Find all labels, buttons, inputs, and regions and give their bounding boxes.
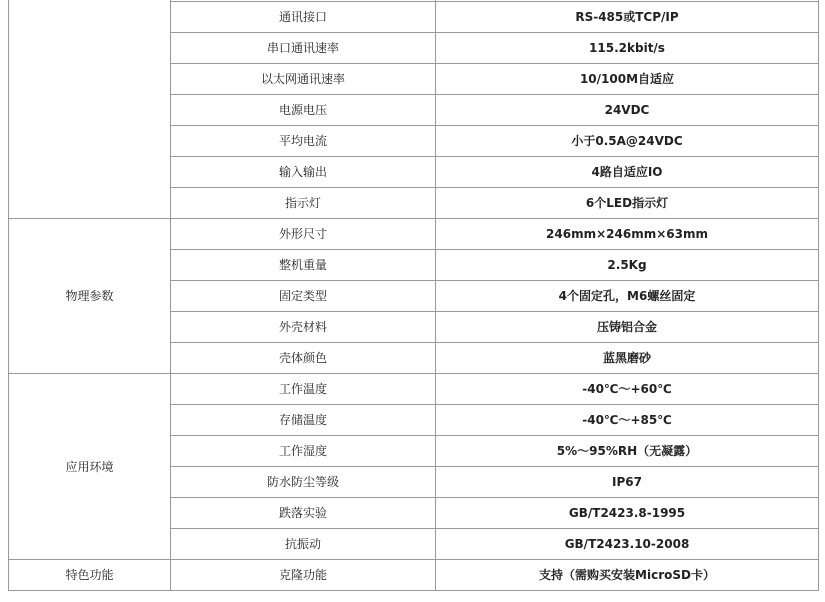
param-label: 跌落实验 bbox=[171, 498, 436, 529]
param-label: 通讯接口 bbox=[171, 2, 436, 33]
param-value: 支持（需购买安装MicroSD卡） bbox=[436, 560, 819, 591]
param-label: 工作温度 bbox=[171, 374, 436, 405]
param-label: 串口通讯速率 bbox=[171, 33, 436, 64]
param-value: IP67 bbox=[436, 467, 819, 498]
category-cell bbox=[9, 0, 171, 219]
param-label: 电源电压 bbox=[171, 95, 436, 126]
param-value: 4路自适应IO bbox=[436, 157, 819, 188]
category-cell: 物理参数 bbox=[9, 219, 171, 374]
param-value: 115.2kbit/s bbox=[436, 33, 819, 64]
param-label: 外壳材料 bbox=[171, 312, 436, 343]
param-value: GB/T2423.8-1995 bbox=[436, 498, 819, 529]
param-value: 蓝黑磨砂 bbox=[436, 343, 819, 374]
param-label: 固定类型 bbox=[171, 281, 436, 312]
param-label: 壳体颜色 bbox=[171, 343, 436, 374]
param-value: 246mm×246mm×63mm bbox=[436, 219, 819, 250]
param-value: GB/T2423.10-2008 bbox=[436, 529, 819, 560]
param-label: 平均电流 bbox=[171, 126, 436, 157]
param-value: 24VDC bbox=[436, 95, 819, 126]
param-value: -40℃～+60℃ bbox=[436, 374, 819, 405]
param-label: 抗振动 bbox=[171, 529, 436, 560]
param-label: 指示灯 bbox=[171, 188, 436, 219]
spec-table bbox=[8, 0, 819, 591]
param-value: 6个LED指示灯 bbox=[436, 188, 819, 219]
param-value: RS-485或TCP/IP bbox=[436, 2, 819, 33]
param-value: -40℃～+85℃ bbox=[436, 405, 819, 436]
table-row bbox=[9, 560, 819, 591]
param-label: 以太网通讯速率 bbox=[171, 64, 436, 95]
table-row bbox=[9, 219, 819, 250]
param-label: 工作湿度 bbox=[171, 436, 436, 467]
param-value: 2.5Kg bbox=[436, 250, 819, 281]
category-cell: 应用环境 bbox=[9, 374, 171, 560]
param-value: 小于0.5A@24VDC bbox=[436, 126, 819, 157]
param-value: 4个固定孔，M6螺丝固定 bbox=[436, 281, 819, 312]
param-label: 存储温度 bbox=[171, 405, 436, 436]
param-label: 防水防尘等级 bbox=[171, 467, 436, 498]
param-value: 5%～95%RH（无凝露） bbox=[436, 436, 819, 467]
param-label: 外形尺寸 bbox=[171, 219, 436, 250]
category-cell: 特色功能 bbox=[9, 560, 171, 591]
param-label: 整机重量 bbox=[171, 250, 436, 281]
param-label: 输入输出 bbox=[171, 157, 436, 188]
param-value: 10/100M自适应 bbox=[436, 64, 819, 95]
param-value: 压铸铝合金 bbox=[436, 312, 819, 343]
param-label: 克隆功能 bbox=[171, 560, 436, 591]
table-row bbox=[9, 374, 819, 405]
